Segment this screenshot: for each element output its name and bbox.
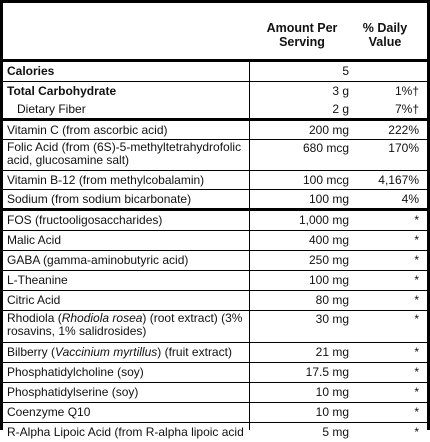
- dv-header-line1: % Daily: [362, 21, 408, 35]
- ingredient-row-phosphatidylserine: [3, 383, 427, 403]
- nutrient-name: Dietary Fiber: [17, 102, 86, 116]
- amount-header-line1: Amount Per: [266, 21, 338, 35]
- ingredient-name: [7, 312, 243, 338]
- ingredient-row-l-theanine: [3, 271, 427, 291]
- daily-value-not-established: *: [414, 405, 419, 419]
- ingredient-row-rhodiola: [3, 311, 427, 343]
- nutrient-row-dietary-fiber: [3, 100, 427, 121]
- ingredient-name: Citric Acid: [7, 293, 61, 307]
- daily-value-header: [343, 21, 427, 49]
- dv-header-line2: Value: [368, 35, 402, 49]
- ingredient-amount: 80 mg: [315, 293, 349, 307]
- nutrient-daily-value: 170%: [388, 141, 419, 155]
- nutrient-name: Sodium (from sodium bicarbonate): [7, 192, 192, 206]
- nutrient-name: Total Carbohydrate: [7, 84, 117, 98]
- nutrient-amount: 680 mcg: [302, 141, 349, 155]
- ingredient-name: R-Alpha Lipoic Acid (from R-alpha lipoic acid: [7, 425, 244, 439]
- daily-value-not-established: *: [414, 233, 419, 247]
- nutrient-row-total-carbohydrate: [3, 82, 427, 100]
- ingredient-row-bilberry: [3, 343, 427, 363]
- ingredient-name-suffix: ) (root extract) (3% rosavins, 1% salidrosides): [7, 311, 243, 338]
- ingredient-name: FOS (fructooligosaccharides): [7, 213, 163, 227]
- nutrient-daily-value: 4,167%: [378, 173, 419, 187]
- ingredient-name: GABA (gamma-aminobutyric acid): [7, 253, 189, 267]
- nutrient-row-folic-acid: [3, 140, 427, 171]
- daily-value-not-established: *: [414, 425, 419, 439]
- nutrient-amount: 100 mg: [308, 192, 349, 206]
- ingredient-latin-name: Vaccinium myrtillus: [55, 345, 158, 359]
- ingredient-amount: 250 mg: [308, 253, 349, 267]
- ingredient-amount: 30 mg: [315, 312, 349, 326]
- ingredient-name: Phosphatidylcholine (soy): [7, 365, 144, 379]
- daily-value-not-established: *: [414, 253, 419, 267]
- daily-value-not-established: *: [414, 273, 419, 287]
- ingredient-amount: 10 mg: [315, 405, 349, 419]
- daily-value-not-established: *: [414, 213, 419, 227]
- ingredient-name: Phosphatidylserine (soy): [7, 385, 139, 399]
- ingredient-amount: 100 mg: [308, 273, 349, 287]
- nutrient-amount: 5: [342, 64, 349, 78]
- ingredient-name-suffix: ) (fruit extract): [157, 345, 232, 359]
- ingredient-row-coenzyme-q10: [3, 403, 427, 423]
- column-divider: [249, 59, 250, 430]
- ingredient-amount: 5 mg: [322, 425, 349, 439]
- ingredient-name: Coenzyme Q10: [7, 405, 91, 419]
- ingredient-amount: 21 mg: [315, 345, 349, 359]
- nutrient-row-calories: [3, 62, 427, 82]
- nutrient-daily-value: 7%†: [394, 102, 419, 116]
- daily-value-not-established: *: [414, 385, 419, 399]
- ingredient-row-citric-acid: [3, 291, 427, 311]
- ingredient-amount: 17.5 mg: [305, 365, 349, 379]
- ingredient-name: L-Theanine: [7, 273, 68, 287]
- ingredient-amount: 400 mg: [308, 233, 349, 247]
- nutrient-name: Calories: [7, 64, 55, 78]
- nutrient-daily-value: 4%: [401, 192, 419, 206]
- ingredient-latin-name: Rhodiola rosea: [61, 311, 143, 325]
- table-header: [3, 3, 427, 62]
- nutrient-name: Vitamin C (from ascorbic acid): [7, 123, 168, 137]
- nutrient-name: Folic Acid (from (6S)-5-methyltetrahydrofolic acid, glucosamine salt): [7, 140, 242, 167]
- daily-value-not-established: *: [414, 293, 419, 307]
- nutrient-amount: 3 g: [332, 84, 349, 98]
- nutrient-row-vitamin-c: [3, 121, 427, 140]
- ingredient-row-r-alpha-lipoic-acid: [3, 423, 427, 442]
- daily-value-not-established: *: [414, 312, 419, 326]
- ingredient-name: Malic Acid: [7, 233, 62, 247]
- nutrient-row-vitamin-b12: [3, 171, 427, 190]
- nutrient-row-sodium: [3, 190, 427, 211]
- ingredient-name-prefix: Bilberry (: [7, 345, 56, 359]
- nutrient-amount: 200 mg: [308, 123, 349, 137]
- ingredient-row-fos: [3, 211, 427, 231]
- ingredient-row-phosphatidylcholine: [3, 363, 427, 383]
- nutrient-daily-value: 1%†: [394, 84, 419, 98]
- ingredient-name: [7, 345, 243, 359]
- ingredient-amount: 1,000 mg: [298, 213, 349, 227]
- ingredient-name-prefix: Rhodiola (: [7, 311, 62, 325]
- amount-header-line2: Serving: [279, 35, 325, 49]
- ingredient-amount: 10 mg: [315, 385, 349, 399]
- daily-value-not-established: *: [414, 345, 419, 359]
- ingredient-row-malic-acid: [3, 231, 427, 251]
- nutrient-amount: 100 mcg: [302, 173, 349, 187]
- daily-value-not-established: *: [414, 365, 419, 379]
- nutrient-amount: 2 g: [332, 102, 349, 116]
- ingredient-row-gaba: [3, 251, 427, 271]
- nutrient-daily-value: 222%: [388, 123, 419, 137]
- nutrient-name: Vitamin B-12 (from methylcobalamin): [7, 173, 205, 187]
